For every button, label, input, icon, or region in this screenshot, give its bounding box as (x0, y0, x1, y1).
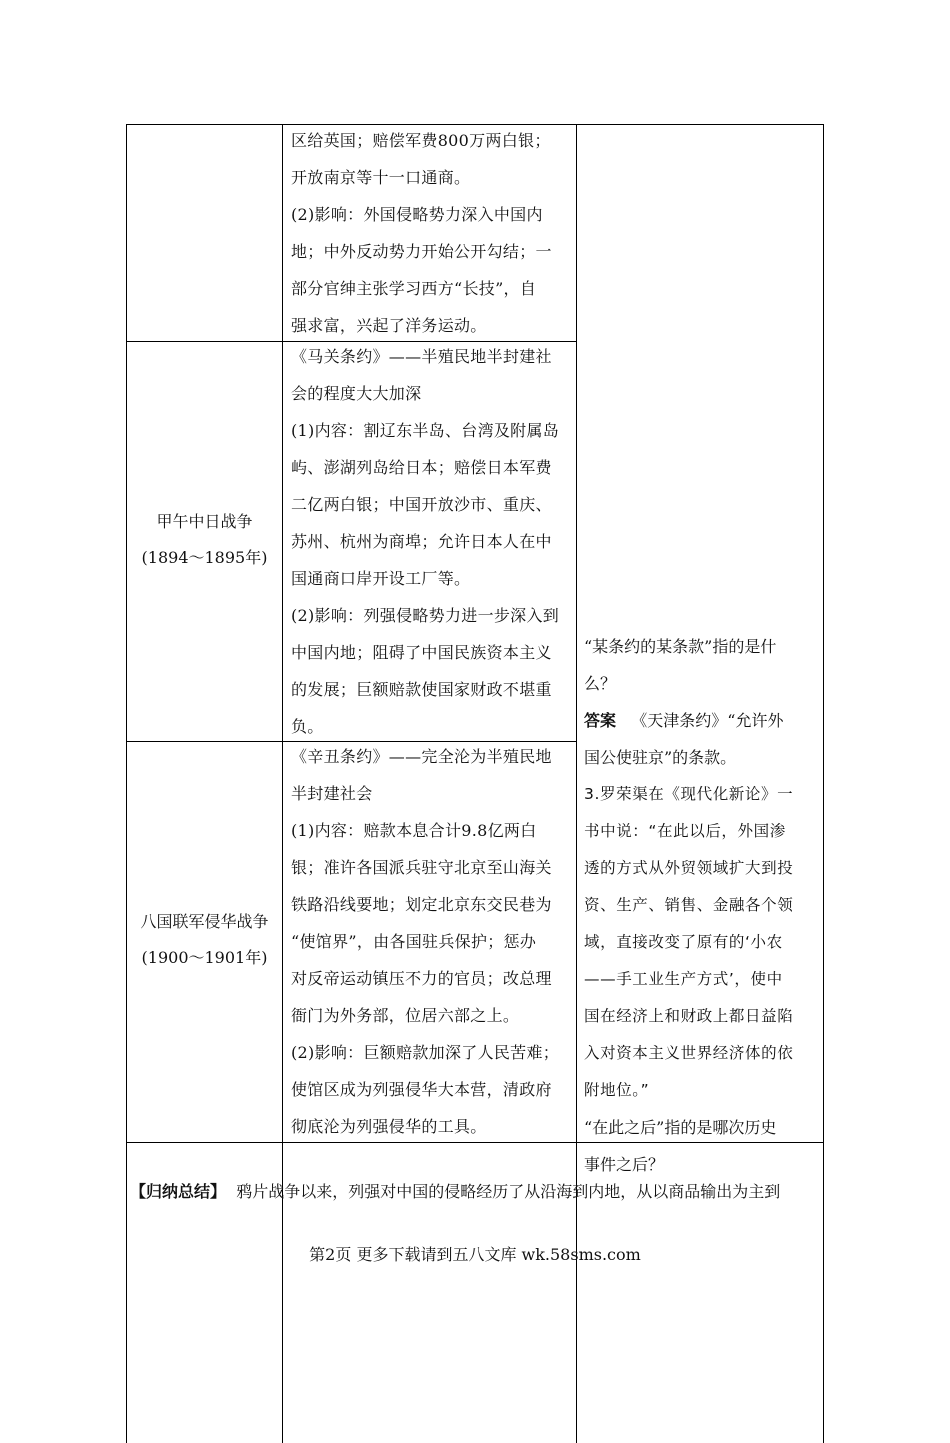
text-line: 负。 (291, 717, 324, 736)
text-line: 苏州、杭州为商埠；允许日本人在中 (291, 532, 552, 551)
quote-line: 透的方式从外贸领域扩大到投 (584, 859, 794, 877)
text-line: (1)内容：赔款本息合计9.8亿两白 (291, 821, 537, 840)
text-line: 彻底沦为列强侵华的工具。 (291, 1117, 487, 1136)
war-name: 甲午中日战争 (156, 512, 253, 531)
quote-line: 国在经济上和财政上都日益陷 (584, 1007, 794, 1025)
text-line: 二亿两白银；中国开放沙市、重庆、 (291, 495, 552, 514)
answer-text: 《天津条约》“允许外 (631, 711, 784, 730)
right-column (584, 628, 816, 1183)
summary (130, 1177, 830, 1207)
row3-war-cell (127, 904, 282, 976)
text-line: 部分官绅主张学习西方“长技”，自 (291, 279, 537, 298)
quote-line: 入对资本主义世界经济体的依 (584, 1044, 794, 1062)
text-line: 地；中外反动势力开始公开勾结；一 (291, 242, 552, 261)
text-line: 强求富，兴起了洋务运动。 (291, 316, 487, 335)
text-line: “使馆界”，由各国驻兵保护；惩办 (291, 932, 537, 951)
question-line: “在此之后”指的是哪次历史 (584, 1118, 777, 1137)
summary-text: 鸦片战争以来，列强对中国的侵略经历了从沿海到内地，从以商品输出为主到 (236, 1182, 781, 1201)
text-line: (2)影响：外国侵略势力深入中国内 (291, 205, 543, 224)
text-line: 会的程度大大加深 (291, 384, 422, 403)
row2-war-cell (127, 504, 282, 576)
text-line: 银；准许各国派兵驻守北京至山海关 (291, 858, 552, 877)
text-line: 对反帝运动镇压不力的官员；改总理 (291, 969, 552, 988)
quote-line: 资、生产、销售、金融各个领 (584, 896, 794, 914)
text-line: (2)影响：巨额赔款加深了人民苦难； (291, 1043, 560, 1062)
row2-content (291, 338, 571, 745)
question-line: 事件之后？ (584, 1155, 665, 1174)
answer-label: 答案 (584, 711, 617, 730)
answer-line: 国公使驻京”的条款。 (584, 748, 737, 767)
war-name: 八国联军侵华战争 (140, 912, 269, 931)
text-line: 屿、澎湖列岛给日本；赔偿日本军费 (291, 458, 552, 477)
text-line: (2)影响：列强侵略势力进一步深入到 (291, 606, 560, 625)
quote-line: 3.罗荣渠在《现代化新论》一 (584, 785, 794, 803)
text-line: 开放南京等十一口通商。 (291, 168, 471, 187)
text-line: (1)内容：割辽东半岛、台湾及附属岛 (291, 421, 560, 440)
text-line: 国通商口岸开设工厂等。 (291, 569, 471, 588)
text-line: 半封建社会 (291, 784, 373, 803)
text-line: 衙门为外务部，位居六部之上。 (291, 1006, 520, 1025)
quote-block (584, 776, 816, 1109)
row1-content (291, 122, 571, 344)
quote-line: ——手工业生产方式’，使中 (584, 970, 783, 988)
war-years: (1900～1901年) (141, 948, 268, 967)
question-line: “某条约的某条款”指的是什 (584, 637, 777, 656)
text-line: 的发展；巨额赔款使国家财政不堪重 (291, 680, 552, 699)
page-footer: 第2页 更多下载请到五八文库 wk.58sms.com (309, 1245, 641, 1264)
quote-line: 域，直接改变了原有的‘小农 (584, 933, 783, 951)
quote-line: 附地位。” (584, 1081, 650, 1099)
text-line: 《辛丑条约》——完全沦为半殖民地 (291, 747, 552, 766)
row3-content (291, 738, 571, 1145)
text-line: 中国内地；阻碍了中国民族资本主义 (291, 643, 552, 662)
question-line: 么？ (584, 674, 617, 693)
text-line: 《马关条约》——半殖民地半封建社 (291, 347, 552, 366)
war-years: (1894～1895年) (141, 548, 268, 567)
text-line: 铁路沿线要地；划定北京东交民巷为 (291, 895, 552, 914)
text-line: 区给英国；赔偿军费800万两白银； (291, 131, 551, 150)
summary-label: 【归纳总结】 (130, 1182, 227, 1201)
text-line: 使馆区成为列强侵华大本营，清政府 (291, 1080, 552, 1099)
quote-line: 书中说：“在此以后，外国渗 (584, 822, 786, 840)
answer-line (584, 702, 816, 739)
